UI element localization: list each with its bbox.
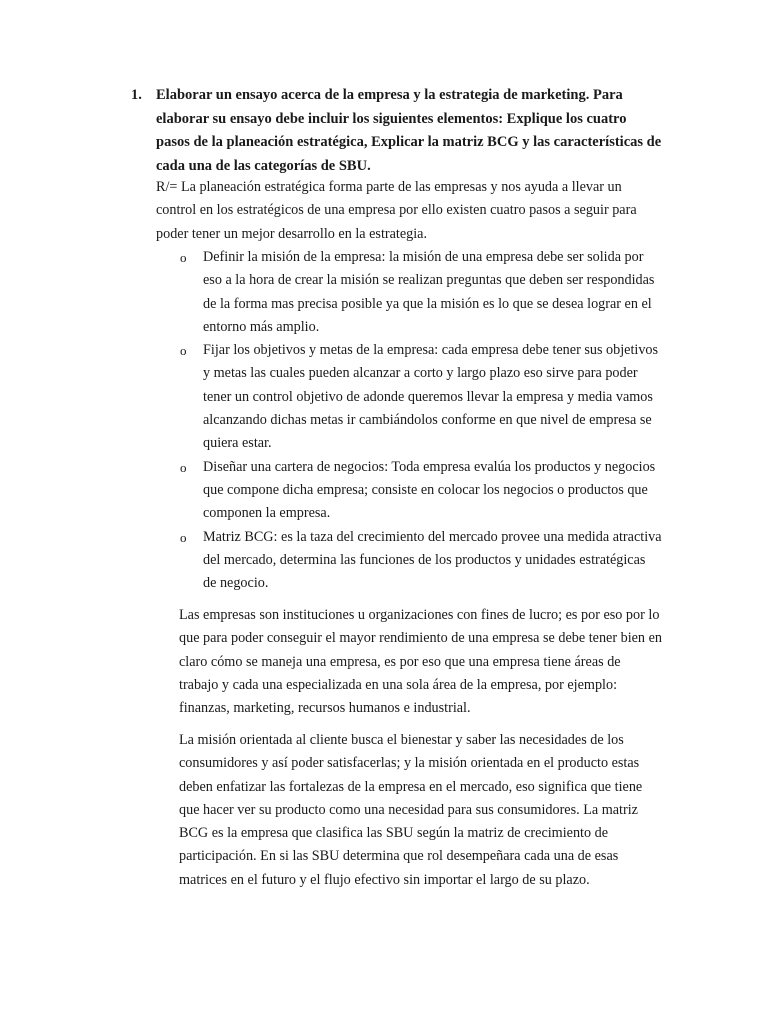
bullet-marker: o	[180, 459, 187, 475]
bullet-marker: o	[180, 250, 187, 265]
list-item	[180, 246, 662, 339]
item-number: 1.	[131, 87, 142, 103]
bullet-marker: o	[180, 529, 187, 545]
list-item-text: Matriz BCG: es la taza del crecimiento del mercado provee una medida atractiva del mercado, determina las funciones de los productos y unidades estratégicas de negocio.	[203, 528, 662, 592]
bullet-marker: o	[180, 343, 187, 359]
body-paragraph-2: La misión orientada al cliente busca el bienestar y saber las necesidades de los consumidores y así poder satisfacerlas; y la misión orientada en el producto estas deben enfatizar las fortalezas de la empresa en el mercado, eso significa que tiene que hacer ver su producto como una necesidad para sus consumidores. La matriz BCG es la empresa que clasifica las SBU según la matriz de crecimiento de participación. En si las SBU determina que rol desempeñara cada una de esas matrices en el futuro y el flujo efectivo sin importar el largo de su plazo.	[179, 732, 643, 888]
list-item-text: Definir la misión de la empresa: la misión de una empresa debe ser solida por eso a la hora de crear la misión se realizan preguntas que deben ser respondidas de la forma mas precisa posible ya que la misión es lo que se desea lograr en el entorno más amplio.	[203, 249, 655, 335]
body-paragraph-1: Las empresas son instituciones u organizaciones con fines de lucro; es por eso por lo que para poder conseguir el mayor rendimiento de una empresa se debe tener bien en claro cómo se maneja una empresa, es por eso que una empresa tiene áreas de trabajo y cada una especializada en una sola área de la empresa, por ejemplo: finanzas, marketing, recursos humanos e industrial.	[179, 607, 662, 717]
list-item-text: Diseñar una cartera de negocios: Toda empresa evalúa los productos y negocios que compone dicha empresa; consiste en colocar los negocios o productos que componen la empresa.	[203, 458, 656, 522]
list-item	[180, 456, 662, 526]
question-text: Elaborar un ensayo acerca de la empresa y la estrategia de marketing. Para elaborar su ensayo debe incluir los siguientes elementos: Explique los cuatro pasos de la planeación estratégica, Explicar la matriz BCG y las características de cada una de las categorías de SBU.	[156, 87, 662, 174]
list-item-text: Fijar los objetivos y metas de la empresa: cada empresa debe tener sus objetivos y metas las cuales pueden alcanzar a corto y largo plazo eso sirve para poder tener un control objetivo de adonde queremos llevar la empresa y media vamos alcanzando dichas metas ir cambiándolos conforme en que nivel de empresa se quiera estar.	[203, 342, 659, 452]
list-item	[180, 526, 662, 596]
list-item	[180, 339, 662, 455]
answer-intro: R/= La planeación estratégica forma parte de las empresas y nos ayuda a llevar un control en los estratégicos de una empresa por ello existen cuatro pasos a seguir para poder tener un mejor desarrollo en la estrategia.	[156, 179, 637, 242]
steps-list	[180, 246, 662, 595]
